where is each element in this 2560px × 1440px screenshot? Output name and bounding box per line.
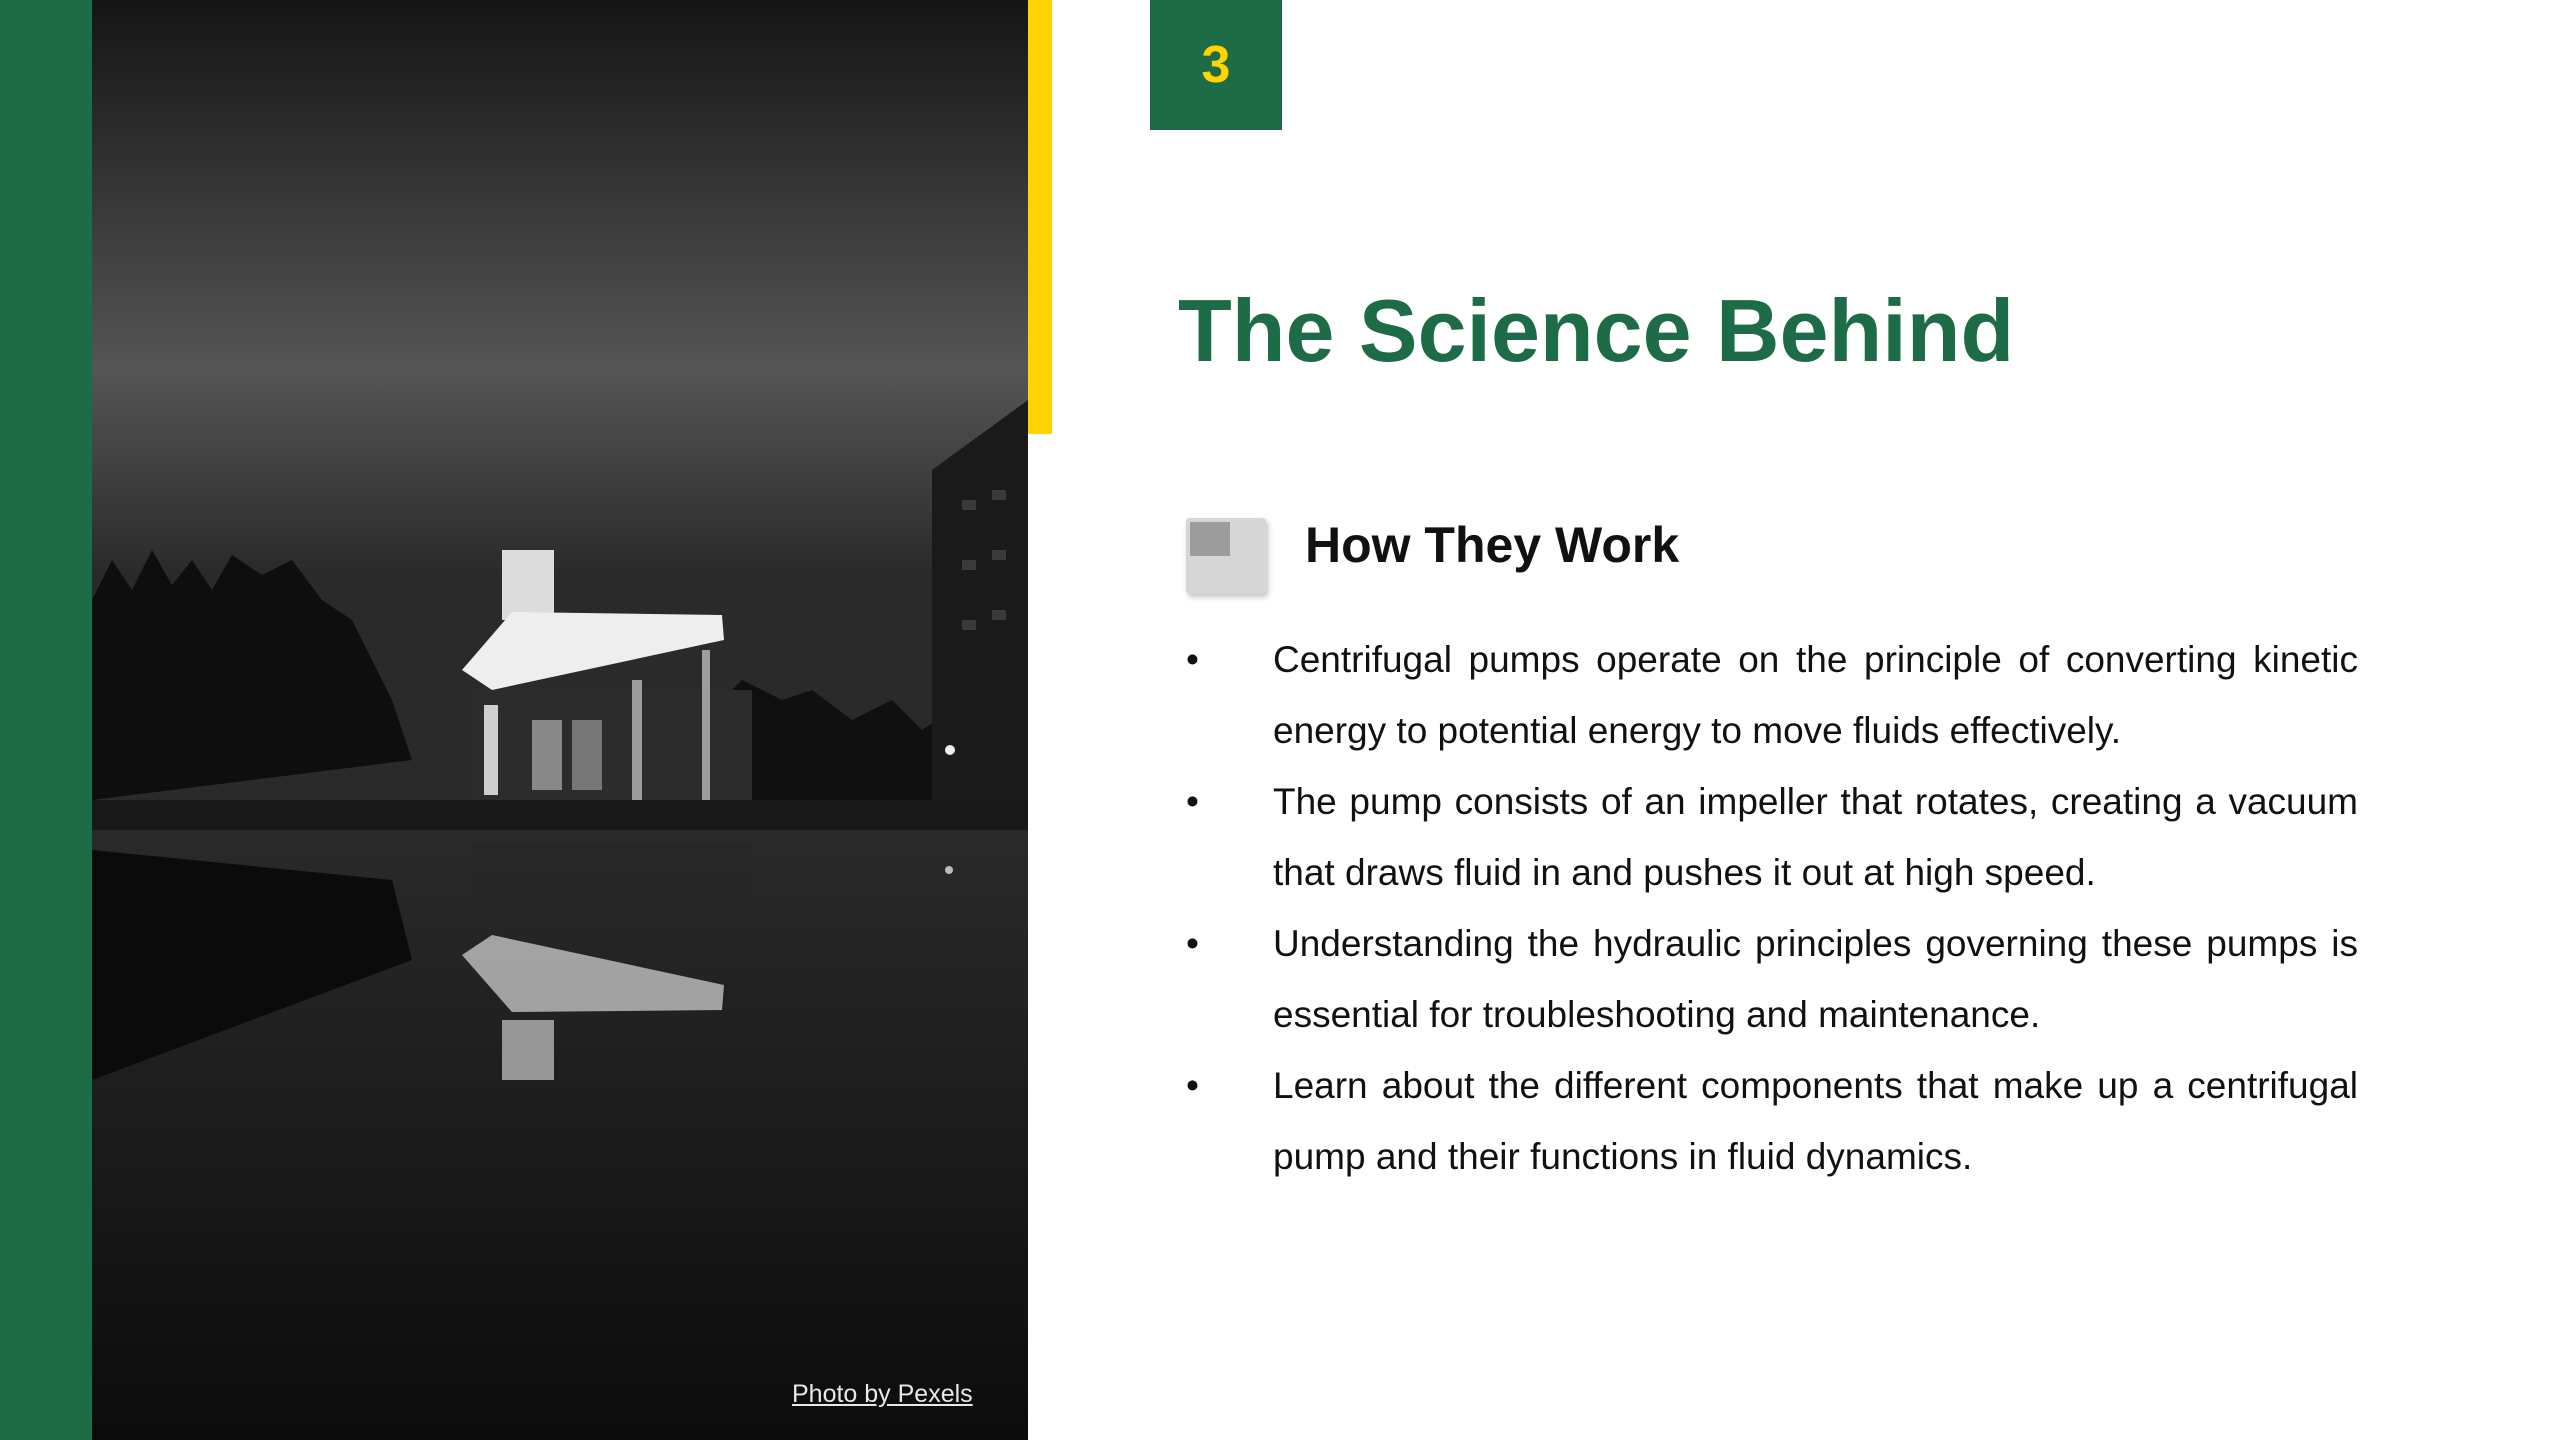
bullet-item: [1168, 624, 2358, 766]
gas-station-photo: [92, 0, 1028, 1440]
layered-squares-icon: [1186, 518, 1266, 594]
gas-station-night-illustration: [92, 0, 1028, 1440]
photo-credit-link[interactable]: Photo by Pexels: [792, 1380, 973, 1408]
bullet-item: [1168, 766, 2358, 908]
bullet-item: [1168, 908, 2358, 1050]
left-green-stripe: [0, 0, 92, 1440]
bullet-text: The pump consists of an impeller that rotates, creating a vacuum that draws fluid in and pushes it out at high speed.: [1273, 781, 2358, 893]
slide-title: The Science Behind: [1178, 281, 2015, 380]
bullet-dot-icon: •: [1186, 1065, 1199, 1106]
slide-number: 3: [1150, 0, 1282, 130]
bullet-text: Learn about the different components that make up a centrifugal pump and their functions in fluid dynamics.: [1273, 1065, 2358, 1177]
section-heading: How They Work: [1305, 517, 1680, 573]
bullet-item: [1168, 1050, 2358, 1192]
bullet-dot-icon: •: [1186, 781, 1199, 822]
bullet-dot-icon: •: [1186, 923, 1199, 964]
bullet-text: Centrifugal pumps operate on the principle of converting kinetic energy to potential energy to move fluids effectively.: [1273, 639, 2358, 751]
bullet-list: [1168, 624, 2358, 1192]
bullet-dot-icon: •: [1186, 639, 1199, 680]
bullet-text: Understanding the hydraulic principles governing these pumps is essential for troubleshooting and maintenance.: [1273, 923, 2358, 1035]
yellow-accent-bar: [1028, 0, 1052, 434]
